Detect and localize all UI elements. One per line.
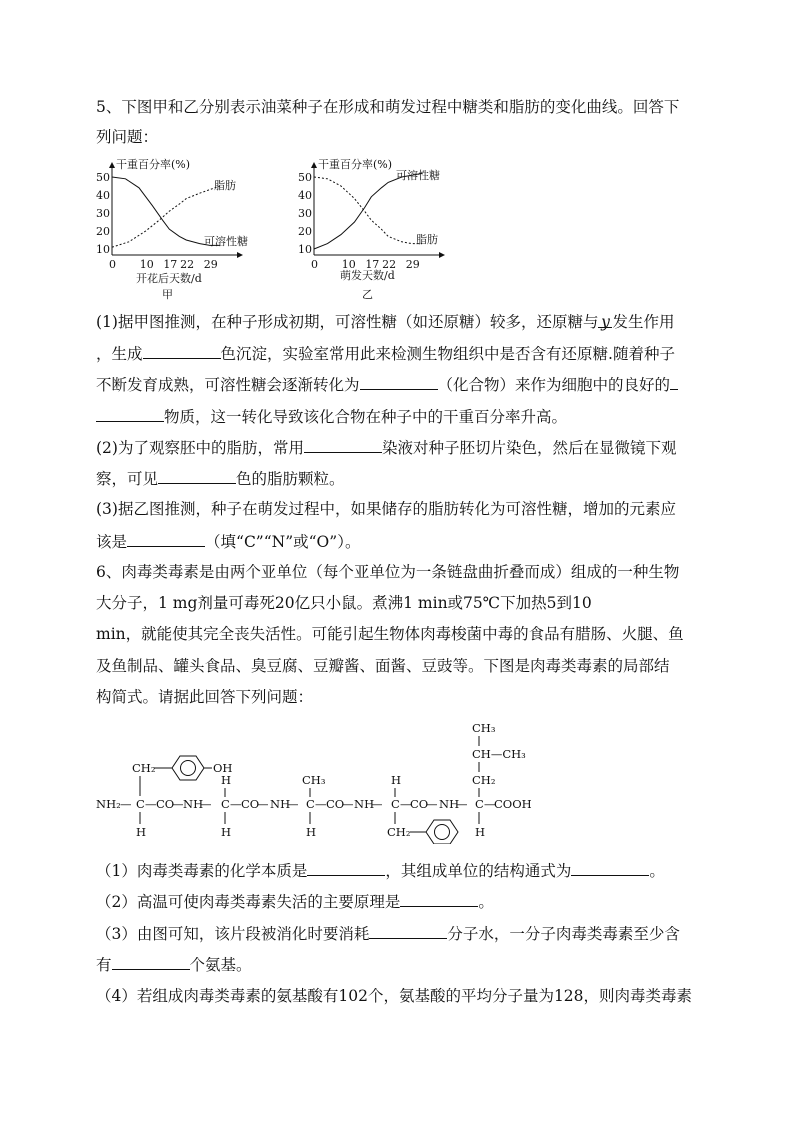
q6-s3c: 有 bbox=[96, 956, 112, 974]
h-atom: H bbox=[475, 825, 486, 839]
y-tick-label: 20 bbox=[96, 225, 110, 238]
q5-p2-l1b: 染液对种子胚切片染色，然后在显微镜下观 bbox=[381, 439, 677, 457]
h-atom: H bbox=[306, 825, 317, 839]
answer-blank[interactable] bbox=[360, 373, 438, 390]
bond: — bbox=[145, 797, 157, 811]
bond: — bbox=[120, 797, 132, 811]
chart-yi-fat-label: 脂肪 bbox=[416, 233, 438, 246]
h-atom: H bbox=[221, 773, 232, 787]
bond: — bbox=[315, 797, 327, 811]
y-tick-label: 50 bbox=[96, 171, 110, 184]
q5-p1-l4b: 物质，这一转化导致该化合物在种子中的干重百分率升高。 bbox=[164, 408, 568, 426]
h-atom: H bbox=[391, 773, 402, 787]
h-atom: H bbox=[136, 825, 147, 839]
bond: — bbox=[342, 797, 354, 811]
y-tick-label: 40 bbox=[298, 189, 312, 202]
nh-group: NH bbox=[183, 797, 204, 811]
q5-p2-l2b: 色的脂肪颗粒。 bbox=[236, 470, 345, 488]
bond: — bbox=[400, 797, 412, 811]
q6-s4: （4）若组成肉毒类毒素的氨基酸有102个，氨基酸的平均分子量为128，则肉毒类毒素 bbox=[96, 987, 693, 1005]
q5-p1-line3 bbox=[96, 373, 678, 396]
bond: — bbox=[200, 797, 212, 811]
answer-blank[interactable] bbox=[96, 405, 164, 422]
y-tick-label: 10 bbox=[298, 243, 312, 256]
q6-s2a: （2）高温可使肉毒类毒素失活的主要原理是 bbox=[96, 893, 401, 911]
nh-group: NH bbox=[439, 797, 460, 811]
bond: — bbox=[426, 797, 438, 811]
oh-group: OH bbox=[213, 761, 233, 775]
nh2-group: NH₂ bbox=[96, 797, 121, 811]
x-tick-label: 17 bbox=[365, 258, 380, 271]
chart-jia bbox=[90, 155, 250, 303]
q6-line4: 及鱼制品、罐头食品、臭豆腐、豆瓣酱、面酱、豆豉等。下图是肉毒类毒素的局部结 bbox=[96, 657, 670, 675]
q6-line2: 大分子，1 mg剂量可毒死20亿只小鼠。煮沸1 min或75℃下加热5到10 bbox=[96, 594, 592, 612]
q5-p1-l3a: 不断发育成熟，可溶性糖会逐渐转化为 bbox=[96, 376, 360, 394]
answer-blank[interactable] bbox=[158, 467, 236, 484]
co-group: CO bbox=[326, 797, 345, 811]
y-tick-label: 10 bbox=[96, 243, 110, 256]
ch3-group: CH₃ bbox=[302, 773, 326, 787]
alpha-carbon: C bbox=[136, 797, 145, 811]
q5-p1-text: (1)据甲图推测，在种子形成初期，可溶性糖（如还原糖）较多，还原糖与 bbox=[96, 313, 599, 331]
co-group: CO bbox=[410, 797, 429, 811]
bond: — bbox=[456, 797, 468, 811]
q5-p1-l2a: ，生成 bbox=[96, 345, 143, 363]
answer-blank[interactable] bbox=[112, 953, 190, 970]
x-tick-label: 29 bbox=[405, 258, 420, 271]
bond: — bbox=[230, 797, 242, 811]
bond: — bbox=[172, 797, 184, 811]
q5-intro-line2: 列问题： bbox=[96, 128, 159, 146]
x-tick-label: 0 bbox=[311, 258, 318, 271]
q5-intro-line1: 5、下图甲和乙分别表示油菜种子在形成和萌发过程中糖类和脂肪的变化曲线。回答下 bbox=[96, 98, 680, 116]
q6-line5: 构简式。请据此回答下列问题： bbox=[96, 688, 314, 706]
q6-s3-line2 bbox=[96, 953, 252, 976]
q5-p3-l2b: （填“C”“N”或“O”）。 bbox=[205, 533, 361, 551]
nh-group: NH bbox=[354, 797, 375, 811]
bond: — bbox=[371, 797, 383, 811]
answer-blank[interactable] bbox=[369, 922, 447, 939]
q6-s2b: 。 bbox=[478, 893, 494, 911]
q5-p3-line2 bbox=[96, 530, 360, 553]
nh-group: NH bbox=[270, 797, 291, 811]
q5-p1-l2b: 色沉淀，实验室常用此来检测生物组织中是否含有还原糖.随着种子 bbox=[220, 345, 675, 363]
q6-line1: 6、肉毒类毒素是由两个亚单位（每个亚单位为一条链盘曲折叠而成）组成的一种生物 bbox=[96, 563, 680, 581]
q5-p3-l2a: 该是 bbox=[96, 533, 128, 551]
chart-yi-xlabel: 萌发天数/d bbox=[340, 269, 395, 282]
chart-yi-fat-line bbox=[314, 177, 422, 244]
chart-jia-ylabel: 干重百分率(%) bbox=[116, 158, 191, 171]
x-tick-label: 22 bbox=[382, 258, 397, 271]
q6-s1b: ，其组成单位的结构通式为 bbox=[385, 862, 572, 880]
cooh-group: COOH bbox=[494, 797, 532, 811]
q5-p1-reagent: y bbox=[598, 311, 612, 328]
x-tick-label: 29 bbox=[203, 258, 218, 271]
x-tick-label: 10 bbox=[139, 258, 154, 271]
ch2-group: CH₂ bbox=[472, 773, 496, 787]
bond: — bbox=[287, 797, 299, 811]
q6-s3a: （3）由图可知，该片段被消化时要消耗 bbox=[96, 925, 370, 943]
chart-yi bbox=[292, 155, 452, 303]
alpha-carbon: C bbox=[475, 797, 484, 811]
bond: — bbox=[484, 797, 496, 811]
chart-jia-title: 甲 bbox=[162, 288, 173, 301]
q5-p1-line4 bbox=[96, 405, 567, 428]
co-group: CO bbox=[241, 797, 260, 811]
answer-blank-start[interactable] bbox=[670, 373, 678, 390]
answer-blank[interactable] bbox=[143, 342, 221, 359]
y-tick-label: 40 bbox=[96, 189, 110, 202]
q5-p2-line2 bbox=[96, 467, 345, 490]
q6-s3d: 个氨基。 bbox=[189, 956, 252, 974]
chart-yi-sugar-label: 可溶性糖 bbox=[396, 169, 440, 182]
ch2-group: CH₂ bbox=[132, 761, 156, 775]
chart-yi-title: 乙 bbox=[362, 288, 373, 301]
alpha-carbon: C bbox=[306, 797, 315, 811]
bond: — bbox=[257, 797, 269, 811]
chart-yi-sugar-line bbox=[314, 173, 422, 249]
y-tick-label: 50 bbox=[298, 171, 312, 184]
peptide-structure bbox=[92, 718, 542, 844]
q6-s2 bbox=[96, 890, 494, 913]
q6-s3-line1 bbox=[96, 922, 680, 945]
ch3-group: CH₃ bbox=[472, 721, 496, 735]
answer-blank[interactable] bbox=[304, 436, 382, 453]
alpha-carbon: C bbox=[221, 797, 230, 811]
q6-line3: min，就能使其完全丧失活性。可能引起生物体肉毒梭菌中毒的食品有腊肠、火腿、鱼 bbox=[96, 625, 684, 643]
chart-yi-ylabel: 干重百分率(%) bbox=[318, 158, 393, 171]
answer-blank[interactable] bbox=[307, 859, 385, 876]
q6-s1 bbox=[96, 859, 665, 882]
x-tick-label: 10 bbox=[341, 258, 356, 271]
y-tick-label: 20 bbox=[298, 225, 312, 238]
ch-ch3-group: CH—CH₃ bbox=[472, 747, 526, 761]
chart-jia-fat-label: 脂肪 bbox=[214, 179, 236, 192]
q6-s1c: 。 bbox=[649, 862, 665, 880]
q5-p1-line2 bbox=[96, 342, 675, 365]
h-atom: H bbox=[221, 825, 232, 839]
alpha-carbon: C bbox=[391, 797, 400, 811]
ch2-group: CH₂ bbox=[387, 825, 411, 839]
y-tick-label: 30 bbox=[298, 207, 312, 220]
chart-jia-xlabel: 开花后天数/d bbox=[136, 272, 202, 285]
q6-s1a: （1）肉毒类毒素的化学本质是 bbox=[96, 862, 308, 880]
x-tick-label: 0 bbox=[109, 258, 116, 271]
q6-s3b: 分子水，一分子肉毒类毒素至少含 bbox=[447, 925, 680, 943]
answer-blank[interactable] bbox=[400, 890, 478, 907]
co-group: CO bbox=[156, 797, 175, 811]
q5-p2-l1a: (2)为了观察胚中的脂肪，常用 bbox=[96, 439, 304, 457]
q5-p1-line1 bbox=[96, 311, 674, 333]
q5-p3-line1: (3)据乙图推测，种子在萌发过程中，如果储存的脂肪转化为可溶性糖，增加的元素应 bbox=[96, 500, 676, 518]
q5-p1-text-b: 发生作用 bbox=[612, 313, 675, 331]
x-tick-label: 17 bbox=[163, 258, 178, 271]
answer-blank[interactable] bbox=[127, 530, 205, 547]
answer-blank[interactable] bbox=[571, 859, 649, 876]
y-tick-label: 30 bbox=[96, 207, 110, 220]
q5-p2-l2a: 察，可见 bbox=[96, 470, 159, 488]
x-tick-label: 22 bbox=[180, 258, 195, 271]
q5-p2-line1 bbox=[96, 436, 676, 459]
chart-jia-sugar-label: 可溶性糖 bbox=[204, 235, 248, 248]
q5-p1-l3b: （化合物）来作为细胞中的良好的 bbox=[437, 376, 671, 394]
